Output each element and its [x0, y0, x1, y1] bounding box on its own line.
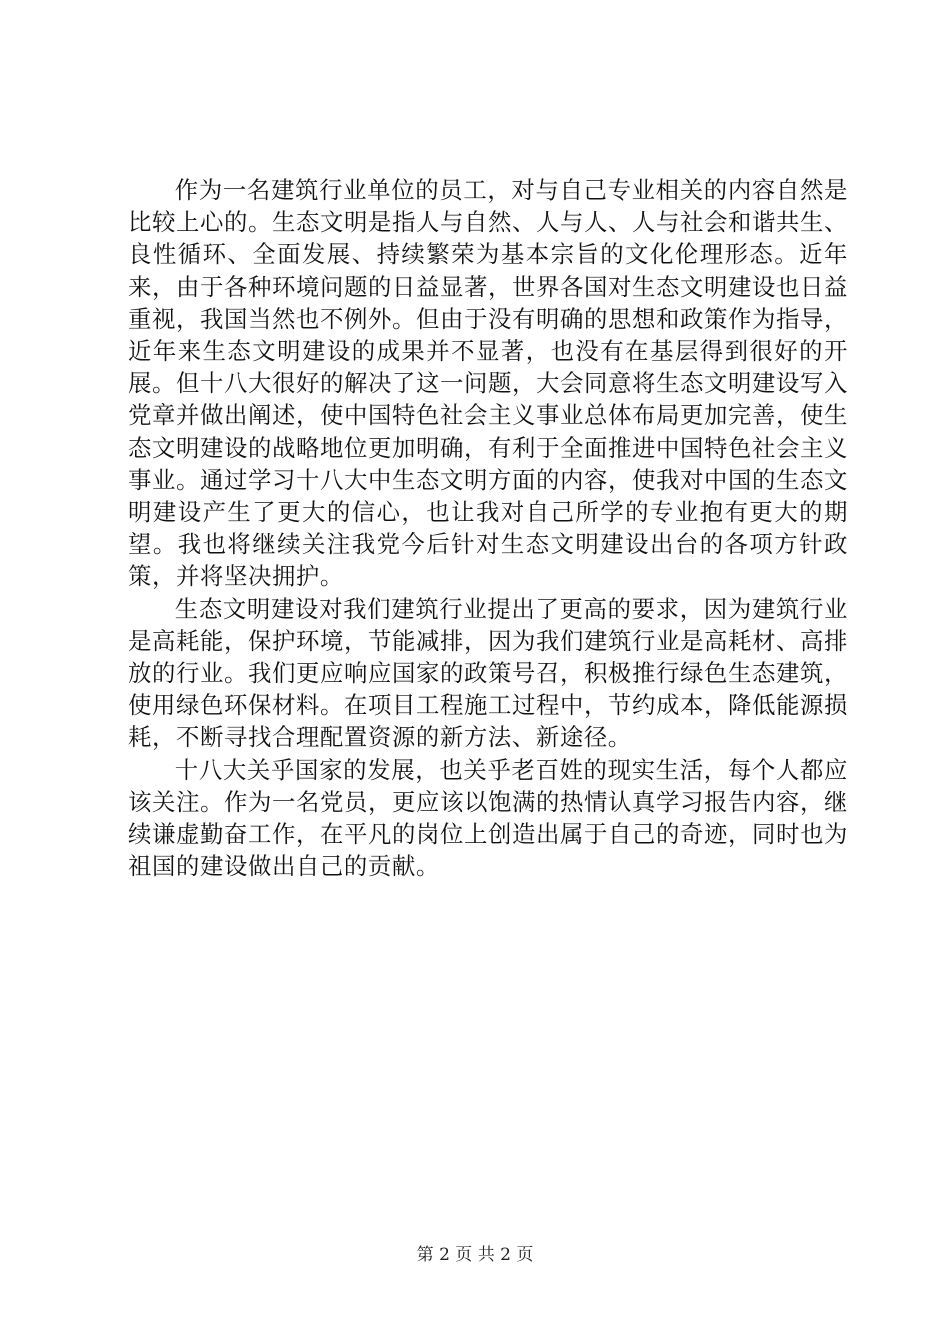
- page-footer: [0, 1243, 950, 1267]
- paragraph-3: 十八大关乎国家的发展，也关乎老百姓的现实生活，每个人都应该关注。作为一名党员，更应该以饱满的热情认真学习报告内容，继续谦虚勤奋工作，在平凡的岗位上创造出属于自己的奇迹，同时也为祖国的建设做出自己的贡献。: [128, 755, 848, 881]
- paragraph-2: 生态文明建设对我们建筑行业提出了更高的要求，因为建筑行业是高耗能，保护环境，节能减排，因为我们建筑行业是高耗材、高排放的行业。我们更应响应国家的政策号召，积极推行绿色生态建筑，使用绿色环保材料。在项目工程施工过程中，节约成本，降低能源损耗，不断寻找合理配置资源的新方法、新途径。: [128, 594, 848, 752]
- document-body: [128, 174, 848, 882]
- page-number-label: 第 2 页 共 2 页: [416, 1245, 534, 1265]
- paragraph-1: 作为一名建筑行业单位的员工，对与自己专业相关的内容自然是比较上心的。生态文明是指人与自然、人与人、人与社会和谐共生、良性循环、全面发展、持续繁荣为基本宗旨的文化伦理形态。近年来，由于各种环境问题的日益显著，世界各国对生态文明建设也日益重视，我国当然也不例外。但由于没有明确的思想和政策作为指导，近年来生态文明建设的成果并不显著，也没有在基层得到很好的开展。但十八大很好的解决了这一问题，大会同意将生态文明建设写入党章并做出阐述，使中国特色社会主义事业总体布局更加完善，使生态文明建设的战略地位更加明确，有利于全面推进中国特色社会主义事业。通过学习十八大中生态文明方面的内容，使我对中国的生态文明建设产生了更大的信心，也让我对自己所学的专业抱有更大的期望。我也将继续关注我党今后针对生态文明建设出台的各项方针政策，并将坚决拥护。: [128, 176, 848, 591]
